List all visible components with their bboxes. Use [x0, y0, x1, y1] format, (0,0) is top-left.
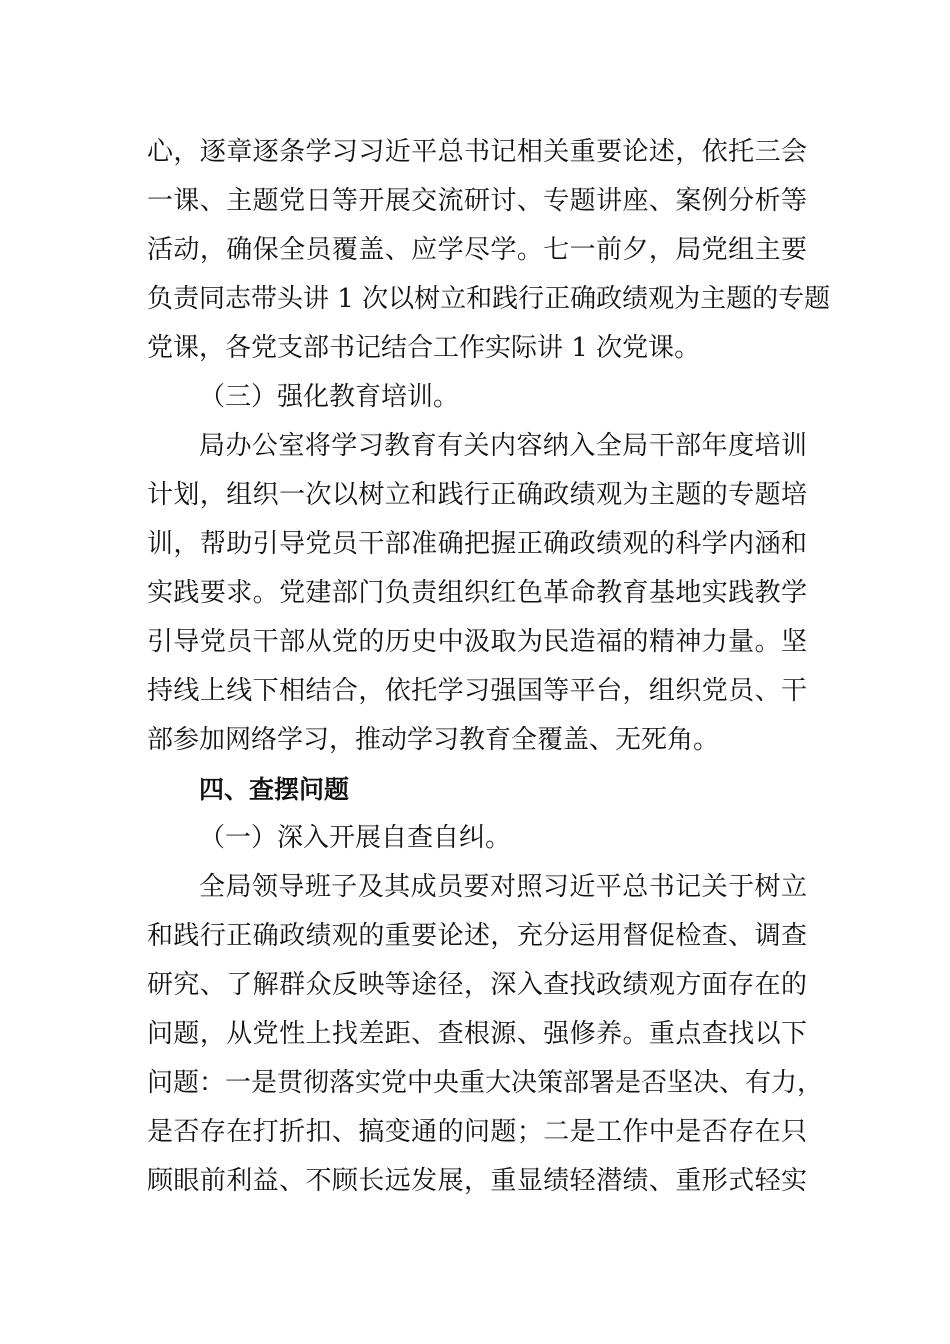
text-line: 和践行正确政绩观的重要论述，充分运用督促检查、调查: [147, 921, 807, 951]
text-line: 负责同志带头讲 1 次以树立和践行正确政绩观为主题的专题: [147, 284, 831, 314]
text-line: 是否存在打折扣、搞变通的问题；二是工作中是否存在只: [147, 1117, 807, 1147]
subheading-self-inspection: （一）深入开展自查自纠。: [199, 823, 512, 853]
paragraph-study-activities: [147, 128, 831, 373]
text-line: 训，帮助引导党员干部准确把握正确政绩观的科学内涵和: [147, 529, 807, 559]
text-line: 全局领导班子及其成员要对照习近平总书记关于树立: [199, 872, 807, 902]
text-line: 党课，各党支部书记结合工作实际讲 1 次党课。: [147, 333, 701, 363]
subheading-strengthen-training: （三）强化教育培训。: [199, 382, 460, 412]
text-line: 顾眼前利益、不顾长远发展，重显绩轻潜绩、重形式轻实: [147, 1166, 807, 1196]
text-line: 局办公室将学习教育有关内容纳入全局干部年度培训: [199, 431, 807, 461]
paragraph-training: [147, 422, 807, 765]
text-line: 研究、了解群众反映等途径，深入查找政绩观方面存在的: [147, 970, 807, 1000]
document-body: [147, 128, 831, 1206]
text-line: 计划，组织一次以树立和践行正确政绩观为主题的专题培: [147, 480, 807, 510]
text-line: 实践要求。党建部门负责组织红色革命教育基地实践教学: [147, 578, 807, 608]
text-line: 心，逐章逐条学习习近平总书记相关重要论述，依托三会: [147, 137, 807, 167]
section-heading-find-problems: 四、查摆问题: [199, 775, 350, 804]
text-line: 持线上线下相结合，依托学习强国等平台，组织党员、干: [147, 676, 807, 706]
text-line: 问题，从党性上找差距、查根源、强修养。重点查找以下: [147, 1019, 807, 1049]
text-line: 一课、主题党日等开展交流研讨、专题讲座、案例分析等: [147, 186, 807, 216]
text-line: 问题：一是贯彻落实党中央重大决策部署是否坚决、有力，: [147, 1068, 824, 1098]
paragraph-self-inspection: [147, 863, 824, 1206]
text-line: 引导党员干部从党的历史中汲取为民造福的精神力量。坚: [147, 627, 807, 657]
text-line: 部参加网络学习，推动学习教育全覆盖、无死角。: [147, 725, 720, 755]
text-line: 活动，确保全员覆盖、应学尽学。七一前夕，局党组主要: [147, 235, 807, 265]
